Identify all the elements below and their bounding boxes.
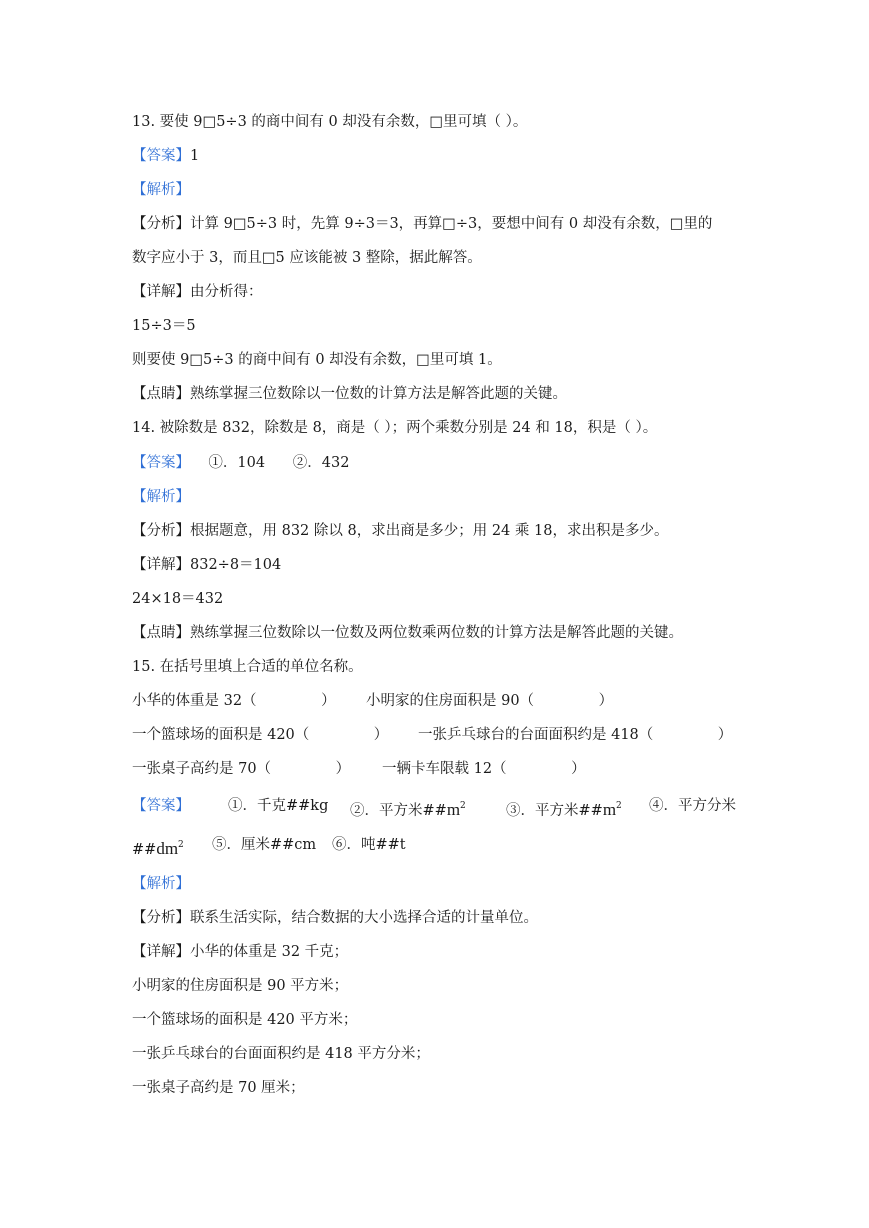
q14-xiangjie — [132, 554, 281, 576]
q15-row1-a — [132, 690, 336, 712]
q13-jiexi — [132, 179, 190, 201]
q14-dianjing — [132, 622, 683, 644]
blank-item: 一张乒乓球台的台面面积约是 418（ ） — [418, 727, 733, 743]
answer-tag: 【答案】 — [132, 455, 190, 471]
jiexi-tag: 【解析】 — [132, 182, 190, 198]
blank-item: 小华的体重是 32（ ） — [132, 693, 336, 709]
q14-fenxi — [132, 520, 668, 542]
ans3-sup: 2 — [616, 801, 622, 811]
ans4-text: ④．平方分米 — [649, 798, 736, 814]
q15-question-text: 15. 在括号里填上合适的单位名称。 — [132, 659, 363, 675]
q13-calc — [132, 315, 196, 337]
q13-fenxi-cont — [132, 247, 482, 269]
fenxi-text: 计算 9□5÷3 时，先算 9÷3＝3，再算□÷3，要想中间有 0 却没有余数，□里的 — [190, 216, 713, 232]
blank-item: 一张桌子高约是 70（ ） — [132, 761, 351, 777]
q13-answer — [132, 145, 199, 167]
conclusion-text: 则要使 9□5÷3 的商中间有 0 却没有余数，□里可填 1。 — [132, 352, 502, 368]
dianjing-tag: 【点睛】 — [132, 625, 190, 641]
xiangjie-tag: 【详解】 — [132, 944, 190, 960]
xiangjie-tag: 【详解】 — [132, 557, 190, 573]
q15-answer-cont — [132, 832, 406, 858]
xiangjie-text: 由分析得： — [190, 284, 263, 300]
q13-dianjing — [132, 383, 567, 405]
q14-question-text: 14. 被除数是 832，除数是 8，商是（ ）；两个乘数分别是 24 和 18，积是（ ）。 — [132, 420, 658, 436]
ans4-sup: 2 — [178, 840, 184, 850]
q15-detail-3 — [132, 1009, 357, 1031]
q13-question-text: 13. 要使 9□5÷3 的商中间有 0 却没有余数，□里可填（ ）。 — [132, 114, 528, 130]
xiangjie-text: 832÷8＝104 — [190, 557, 282, 573]
q13-question — [132, 111, 527, 133]
answer-tag: 【答案】 — [132, 148, 190, 164]
detail-text: 一张乒乓球台的台面面积约是 418 平方分米； — [132, 1046, 430, 1062]
q15-answer — [132, 793, 736, 819]
ans1-text: ①．千克##kg — [228, 798, 329, 814]
blank-item: 一辆卡车限载 12（ ） — [382, 761, 586, 777]
q15-detail-2 — [132, 975, 348, 997]
ans4-unit: dm — [156, 839, 179, 858]
blank-item: 一个篮球场的面积是 420（ ） — [132, 727, 389, 743]
q15-row3-b — [382, 758, 586, 780]
q14-jiexi — [132, 486, 190, 508]
detail-text: 一个篮球场的面积是 420 平方米； — [132, 1012, 358, 1028]
ans3-unit: m — [602, 800, 617, 819]
ans3-text: ③．平方米## — [506, 803, 603, 819]
q15-answer-6 — [332, 832, 406, 858]
blank-item: 小明家的住房面积是 90（ ） — [366, 693, 614, 709]
fenxi-text-cont: 数字应小于 3，而且□5 应该能被 3 整除，据此解答。 — [132, 250, 482, 266]
answer-tag: 【答案】 — [132, 798, 190, 814]
dianjing-text: 熟练掌握三位数除以一位数及两位数乘两位数的计算方法是解答此题的关键。 — [190, 625, 683, 641]
fenxi-text: 联系生活实际，结合数据的大小选择合适的计量单位。 — [190, 910, 538, 926]
fenxi-tag: 【分析】 — [132, 216, 190, 232]
answer-text: ①．104 ②．432 — [190, 455, 350, 471]
ans4-cont: ## — [132, 842, 157, 858]
q13-xiangjie — [132, 281, 263, 303]
fenxi-tag: 【分析】 — [132, 523, 190, 539]
q14-question — [132, 417, 657, 439]
dianjing-text: 熟练掌握三位数除以一位数的计算方法是解答此题的关键。 — [190, 386, 567, 402]
q14-calc — [132, 588, 223, 610]
fenxi-text: 根据题意，用 832 除以 8，求出商是多少；用 24 乘 18，求出积是多少。 — [190, 523, 669, 539]
detail-text: 小明家的住房面积是 90 平方米； — [132, 978, 349, 994]
dianjing-tag: 【点睛】 — [132, 386, 190, 402]
q15-row2-b — [418, 724, 732, 746]
q15-question — [132, 656, 363, 678]
q15-row1-b — [366, 690, 613, 712]
ans2-sup: 2 — [460, 801, 466, 811]
q15-jiexi — [132, 873, 190, 895]
q15-answer-5 — [212, 832, 316, 858]
fenxi-tag: 【分析】 — [132, 910, 190, 926]
q15-answer-3 — [506, 793, 622, 824]
ans6-text: ⑥．吨##t — [332, 837, 406, 853]
detail-text: 一张桌子高约是 70 厘米； — [132, 1080, 305, 1096]
q13-conclusion — [132, 349, 502, 371]
calc-text: 15÷3＝5 — [132, 318, 196, 334]
q15-xiangjie — [132, 941, 348, 963]
q15-detail-5 — [132, 1077, 305, 1099]
xiangjie-text: 小华的体重是 32 千克； — [190, 944, 349, 960]
q15-fenxi — [132, 907, 538, 929]
q15-answer-4 — [649, 793, 736, 819]
q13-fenxi — [132, 213, 712, 235]
q14-answer — [132, 452, 349, 474]
q15-row2-a — [132, 724, 388, 746]
answer-text: 1 — [190, 148, 200, 164]
q15-answer-2 — [350, 793, 466, 824]
jiexi-tag: 【解析】 — [132, 489, 190, 505]
q15-row3-a — [132, 758, 350, 780]
ans5-text: ⑤．厘米##cm — [212, 837, 317, 853]
jiexi-tag: 【解析】 — [132, 876, 190, 892]
q15-answer-1 — [228, 793, 328, 819]
calc-text: 24×18＝432 — [132, 591, 224, 607]
xiangjie-tag: 【详解】 — [132, 284, 190, 300]
q15-detail-4 — [132, 1043, 430, 1065]
ans2-unit: m — [446, 800, 461, 819]
ans2-text: ②．平方米## — [350, 803, 447, 819]
